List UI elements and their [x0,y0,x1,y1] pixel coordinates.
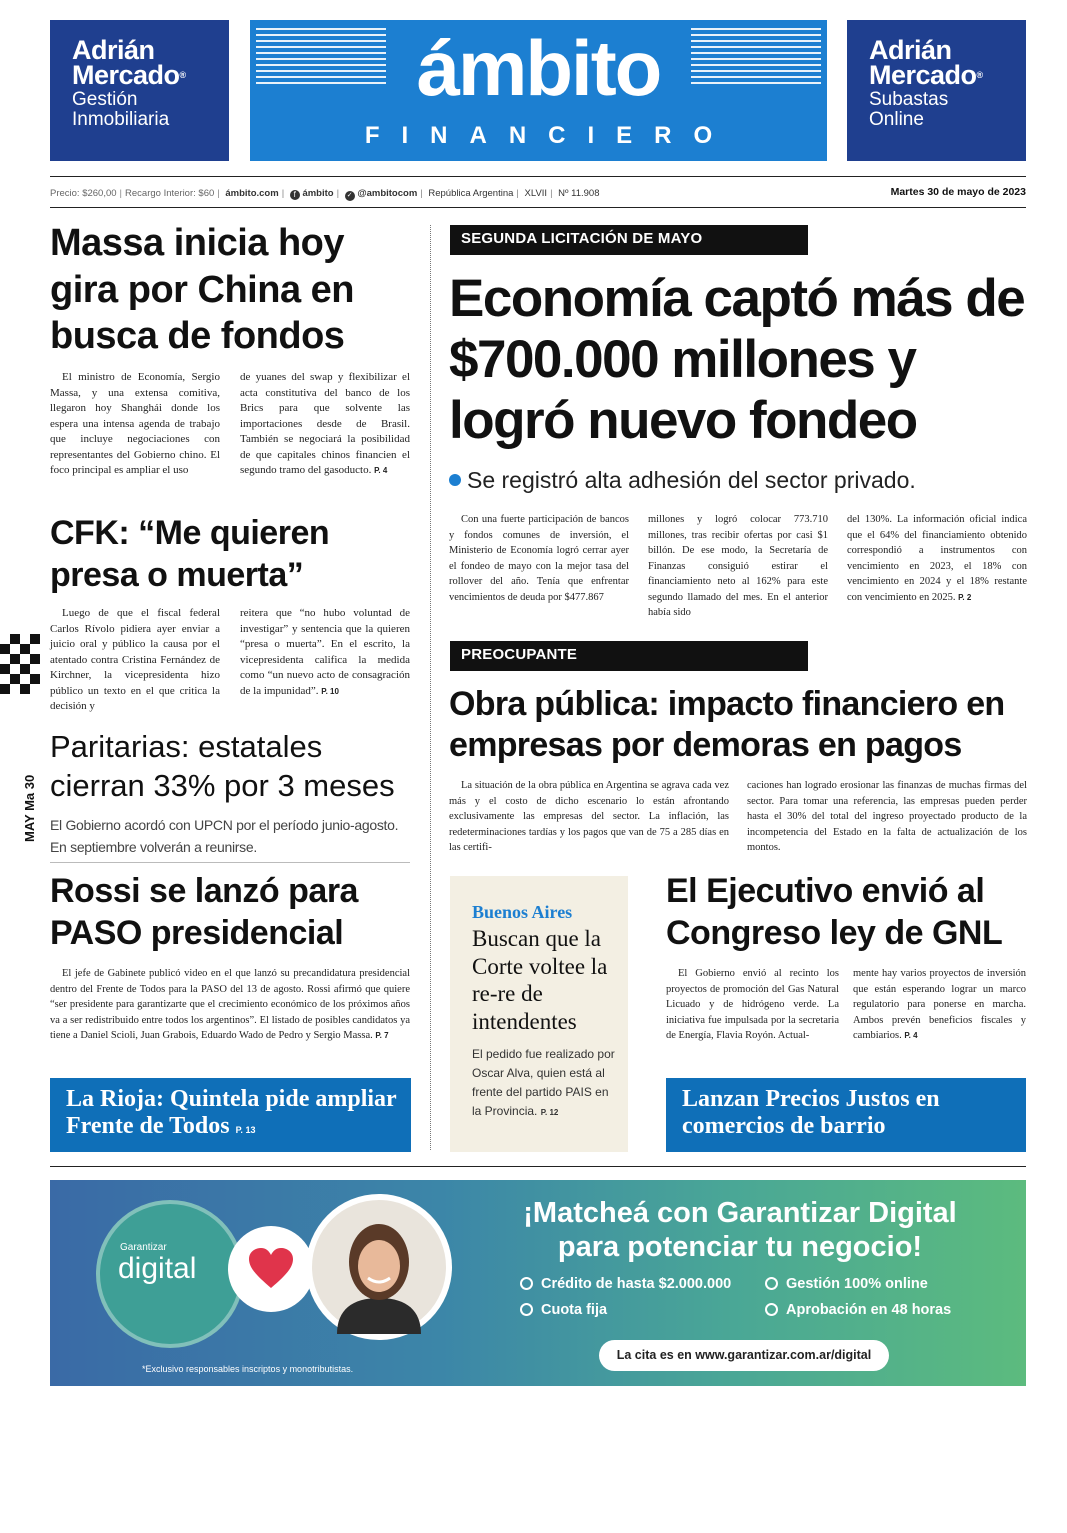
ad-subtitle: Subastas Online [869,89,949,130]
headline-obra[interactable]: Obra pública: impacto financiero en empresas por demoras en pagos [449,685,1005,764]
left-advertisement[interactable] [50,20,229,161]
ad-fine-print: *Exclusivo responsables inscriptos y monotributistas. [142,1364,354,1374]
edition-info: Precio: $260,00 | Recargo Interior: $60 | ámbito.com | f ámbito | ✓ @ambitocom | República Argentina | XLVII | Nº 11.908 [50,188,600,199]
story-cfk-col1: Luego de que el fiscal federal Carlos Rívolo pidiera ayer enviar a juicio oral y público la causa por el atentado contra Cristina Fernández de Kirchner, la vicepresidenta hizo público un texto en el que critica la decisión y [50,607,220,712]
check-icon [765,1303,778,1316]
ad-logo-big: digital [118,1252,197,1285]
surcharge: Recargo Interior: $60 [125,188,215,199]
rioja-headline: La Rioja: Quintela pide ampliar Frente de Todos [66,1086,397,1139]
page-ref[interactable]: P. 13 [235,1125,256,1135]
kicker-preocupante: PREOCUPANTE [450,641,808,671]
headline-rossi[interactable]: Rossi se lanzó para PASO presidencial [50,872,358,952]
issue-date: Martes 30 de mayo de 2023 [890,186,1026,198]
check-icon [520,1277,533,1290]
ad-cta-button[interactable]: La cita es en www.garantizar.com.ar/digital [599,1340,889,1371]
story-massa-col1: El ministro de Economía, Sergio Massa, y una extensa comitiva, llegaron hoy Shanghái donde los espera una intensa agenda de trabajo que incluye negociaciones con representantes del Gobierno chino. El foco principal es ampliar el uso [50,371,220,476]
ad-logo-small: Garantizar [120,1242,167,1253]
page-ref[interactable]: P. 4 [374,466,388,475]
bottom-rule [50,1166,1026,1167]
price: Precio: $260,00 [50,188,117,199]
subhead-economia: Se registró alta adhesión del sector privado. [449,467,1009,494]
banner-precios-justos[interactable]: Lanzan Precios Justos en comercios de barrio [666,1078,1026,1152]
checker-pattern [0,634,40,694]
story-economia-col2: millones y logró colocar 773.710 millones, tras recibir ofertas por casi $1 billón. De ese modo, la Secretaría de Finanzas consiguió estirar el financiamiento neto al 162% para este segundo llamado del mes. En el anterior había sido [648,514,828,618]
masthead-rule [50,176,1026,177]
story-economia-col1: Con una fuerte participación de bancos y fondos comunes de inversión, el Ministerio de Economía logró cerrar ayer el fondeo de mayo con la mejor tasa del rollover del año. Tenía que enfrentar vencimientos de deuda por $477.867 [449,514,629,603]
ad-subtitle: Gestión Inmobiliaria [72,89,170,130]
story-gnl-col2: mente hay varios proyectos de inversión que están esperando lograr un marco regulatorio para ponerse en marcha. Ambos prevén beneficios fiscales y cambiarios. P. 4 [853,968,1026,1041]
bullet-icon [449,474,461,486]
twitter-handle[interactable]: @ambitocom [357,188,418,199]
ad-brand: Adrián Mercado® [869,35,983,90]
side-date: MAY Ma 30 [22,774,37,842]
story-massa-col2: de yuanes del swap y flexibilizar el acta constitutiva del banco de los Brics para que solvente las importaciones desde de Brasil. También se negociará la posibilidad de que capitales chinos financien el segundo tramo del gasoducto. P. 4 [240,371,410,476]
story-obra-col2: caciones han logrado erosionar las finanzas de muchas firmas del sector. Para tomar una referencia, las empresas pueden perder hasta el 30% del total del ingreso proyectado producto de la incompetencia del Estado en la falta de actualización de los montos. [747,780,1027,853]
check-icon [520,1303,533,1316]
ad-brand: Adrián Mercado® [72,35,186,90]
kicker-licitacion: SEGUNDA LICITACIÓN DE MAYO [450,225,808,255]
headline-economia[interactable]: Economía captó más de $700.000 millones y logró nuevo fondeo [449,269,1025,450]
headline-paritarias[interactable]: Paritarias: estatales cierran 33% por 3 meses [50,729,395,803]
section-rule [50,862,410,863]
ad-item: Aprobación en 48 horas [765,1302,951,1318]
banner-rioja[interactable] [50,1078,411,1152]
person-icon [312,1200,446,1334]
garantizar-advertisement[interactable] [50,1180,1026,1386]
story-economia-col3: del 130%. La información oficial indica que el 64% del financiamiento obtenido correspondió a instrumentos con vencimiento en 2023, el 18% con vencimiento en 2024 y el 18% restante con vencimiento en 2025. P. 2 [847,514,1027,603]
twitter-icon: ✓ [345,191,355,201]
story-gnl-col1: El Gobierno envió al recinto los proyectos de promoción del Gas Natural Licuado y de hidrógeno verde. La iniciativa fue impulsada por la secretaria de Energía, Flavia Royón. Actual- [666,968,839,1041]
story-rossi: El jefe de Gabinete publicó video en el que lanzó su precandidatura presidencial dentro del Frente de Todos para la PASO del 13 de agosto. Rossi afirmó que quiere “ser presidente para garantizarte que el crecimiento económico de los próximos años va a ser redistribuido entre todos los argentinos”. El listado de posibles candidatos ya tiene a Daniel Scioli, Juan Grabois, Eduardo Wado de Pedro y Sergio Massa. P. 7 [50,968,410,1041]
logo-wordmark: ámbito [416,24,661,112]
heart-icon [247,1246,295,1290]
column-divider [430,225,431,1150]
ad-item: Gestión 100% online [765,1276,928,1292]
ad-title: ¡Matcheá con Garantizar Digital para potenciar tu negocio! [523,1197,957,1263]
headline-massa[interactable]: Massa inicia hoy gira por China en busca de fondos [50,222,354,357]
facebook-icon: f [290,190,300,200]
check-icon [765,1277,778,1290]
country: República Argentina [428,188,514,199]
headline-cfk[interactable]: CFK: “Me quieren presa o muerta” [50,514,330,594]
page-ref[interactable]: P. 4 [904,1031,918,1040]
logo-subtitle: FINANCIERO [364,122,735,149]
page-ref[interactable]: P. 7 [375,1031,389,1040]
box-buenos-aires[interactable] [450,876,628,1152]
ad-item: Cuota fija [520,1302,607,1318]
page-ref[interactable]: P. 10 [321,686,339,696]
person-photo [306,1194,452,1340]
facebook-handle[interactable]: ámbito [302,188,334,199]
volume: XLVII [524,188,548,199]
masthead-rule [50,207,1026,208]
site-link[interactable]: ámbito.com [225,188,279,199]
story-cfk-col2: reitera que “no hubo voluntad de investigar” y sentencia que la quieren “presa o muerta”. En el escrito, la vicepresidenta califica la medida como “un nuevo acto de consagración de la impunidad”. P. 10 [240,607,410,697]
story-obra-col1: La situación de la obra pública en Argentina se agrava cada vez más y el costo de dicho escenario lo están afrontando exclusivamente las empresas del sector. La inflación, las redeterminaciones tardías y los pagos que van de 75 a 285 días en las certifi- [449,780,729,853]
buenos-aires-headline: Buscan que la Corte voltee la re-re de intendentes [472,926,608,1034]
issue-number: Nº 11.908 [558,188,600,199]
buenos-aires-body: El pedido fue realizado por Oscar Alva, quien está al frente del partido PAIS en la Provincia. P. 12 [472,1047,615,1118]
ad-item: Crédito de hasta $2.000.000 [520,1276,731,1292]
story-paritarias: El Gobierno acordó con UPCN por el período junio-agosto. En septiembre volverán a reunirse. [50,817,399,855]
buenos-aires-kicker: Buenos Aires [472,902,573,922]
right-advertisement[interactable] [847,20,1026,161]
headline-gnl[interactable]: El Ejecutivo envió al Congreso ley de GNL [666,872,1003,952]
newspaper-logo[interactable] [250,20,827,161]
page-ref[interactable]: P. 12 [540,1108,559,1117]
page-ref[interactable]: P. 2 [958,592,972,602]
